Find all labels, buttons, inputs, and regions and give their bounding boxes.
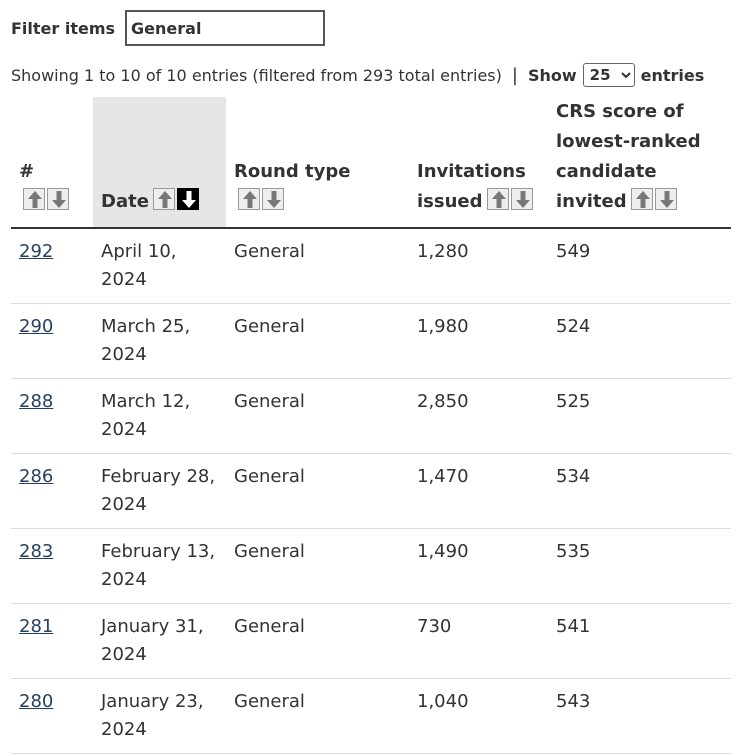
cell-invitations: 1,280 [409,228,548,304]
date-line-1: January 31, [101,616,204,637]
sort-controls [631,188,679,210]
cell-round-type: General [226,604,409,679]
sort-descending-icon[interactable] [511,188,533,210]
sort-ascending-icon[interactable] [631,188,653,210]
cell-number [11,304,93,379]
header-date [93,97,226,228]
entries-info-text: Showing 1 to 10 of 10 entries (filtered from 293 total entries) [11,65,502,85]
header-crs-score [548,97,731,228]
cell-invitations: 2,850 [409,379,548,454]
header-round-type [226,97,409,228]
date-line-2: 2024 [101,344,147,365]
page-size-select[interactable] [583,63,635,87]
cell-date [93,604,226,679]
sort-controls [153,188,201,210]
cell-date [93,304,226,379]
date-line-1: March 25, [101,316,191,337]
table-row [11,604,731,679]
cell-crs-score: 534 [548,454,731,529]
date-line-1: February 13, [101,541,216,562]
cell-number [11,679,93,754]
show-label: Show [527,65,577,85]
cell-crs-score: 543 [548,679,731,754]
cell-date [93,379,226,454]
table-header-row [11,97,731,228]
sort-ascending-icon[interactable] [153,188,175,210]
filter-label: Filter items [11,18,116,38]
round-number-link[interactable]: 290 [19,316,54,337]
sort-ascending-icon[interactable] [23,188,45,210]
date-line-2: 2024 [101,269,147,290]
date-line-2: 2024 [101,644,147,665]
table-row [11,529,731,604]
date-line-1: February 28, [101,466,216,487]
cell-invitations: 1,040 [409,679,548,754]
sort-descending-active-icon[interactable] [177,188,199,210]
cell-crs-score: 535 [548,529,731,604]
round-number-link[interactable]: 288 [19,391,54,412]
table-row [11,679,731,754]
cell-round-type: General [226,679,409,754]
sort-descending-icon[interactable] [655,188,677,210]
cell-number [11,454,93,529]
date-line-1: April 10, [101,241,177,262]
table-row [11,454,731,529]
cell-round-type: General [226,379,409,454]
cell-round-type: General [226,228,409,304]
cell-date [93,454,226,529]
header-invitations [409,97,548,228]
header-crs-line-2: lowest-ranked [556,131,701,152]
header-number-label: # [19,161,35,182]
cell-number [11,379,93,454]
cell-round-type: General [226,304,409,379]
filter-row [11,10,325,46]
header-invitations-line-1: Invitations [417,161,526,182]
round-number-link[interactable]: 280 [19,691,54,712]
sort-descending-icon[interactable] [262,188,284,210]
sort-controls [487,188,535,210]
cell-crs-score: 549 [548,228,731,304]
date-line-2: 2024 [101,569,147,590]
cell-crs-score: 525 [548,379,731,454]
header-crs-line-1: CRS score of [556,101,684,122]
cell-invitations: 1,470 [409,454,548,529]
round-number-link[interactable]: 281 [19,616,54,637]
round-number-link[interactable]: 292 [19,241,54,262]
cell-crs-score: 541 [548,604,731,679]
cell-date [93,529,226,604]
header-round-type-label: Round type [234,161,351,182]
sort-controls [23,188,71,210]
cell-invitations: 730 [409,604,548,679]
sort-ascending-icon[interactable] [487,188,509,210]
table-info-row [11,63,704,87]
header-date-label: Date [101,191,149,212]
filter-input[interactable] [125,10,325,46]
cell-crs-score: 524 [548,304,731,379]
date-line-2: 2024 [101,494,147,515]
cell-number [11,228,93,304]
date-line-1: March 12, [101,391,191,412]
cell-round-type: General [226,529,409,604]
header-crs-line-4: invited [556,191,627,212]
cell-number [11,529,93,604]
table-row [11,304,731,379]
sort-descending-icon[interactable] [47,188,69,210]
info-separator: | [511,64,518,86]
header-invitations-line-2: issued [417,191,483,212]
cell-round-type: General [226,454,409,529]
sort-controls [238,188,286,210]
cell-invitations: 1,980 [409,304,548,379]
cell-invitations: 1,490 [409,529,548,604]
sort-ascending-icon[interactable] [238,188,260,210]
table-row [11,379,731,454]
date-line-1: January 23, [101,691,204,712]
cell-number [11,604,93,679]
entries-label: entries [640,65,705,85]
cell-date [93,228,226,304]
table-row [11,228,731,304]
header-crs-line-3: candidate [556,161,657,182]
cell-date [93,679,226,754]
header-number [11,97,93,228]
round-number-link[interactable]: 283 [19,541,54,562]
round-number-link[interactable]: 286 [19,466,54,487]
date-line-2: 2024 [101,719,147,740]
date-line-2: 2024 [101,419,147,440]
rounds-table [11,97,731,754]
